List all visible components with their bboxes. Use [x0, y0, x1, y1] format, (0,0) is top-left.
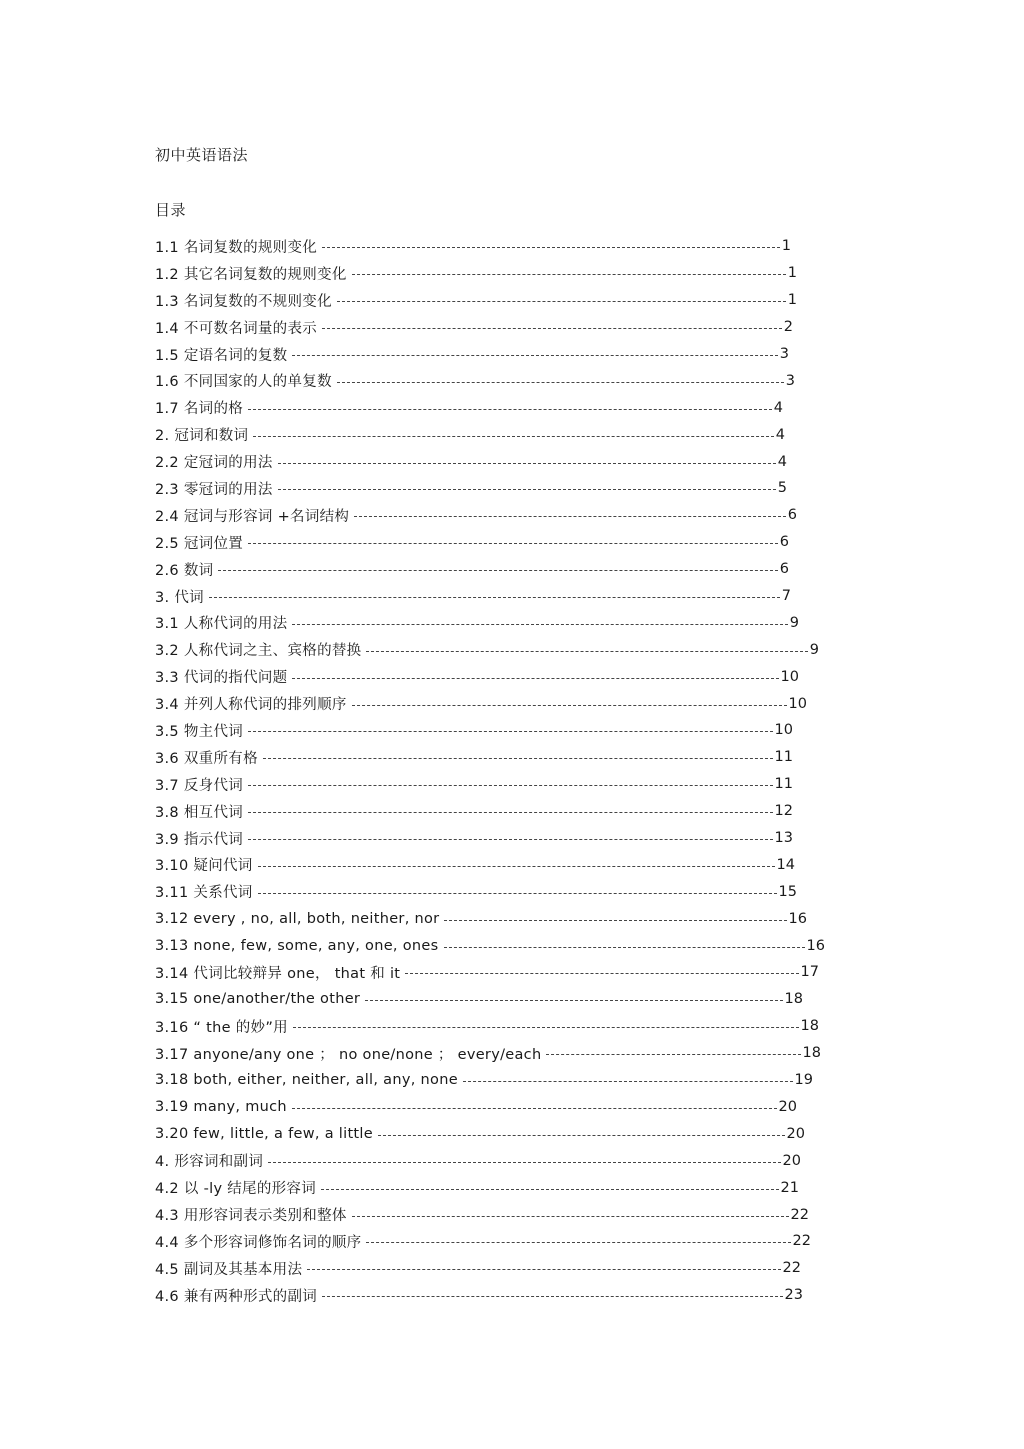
toc-dot-leader	[258, 865, 775, 867]
toc-entry-page-number: 16	[806, 937, 825, 954]
toc-entry[interactable]	[155, 717, 793, 744]
toc-entry-page-number: 18	[800, 1018, 819, 1035]
toc-entry-label: 3.20 few, little, a few, a little	[155, 1125, 373, 1142]
toc-entry-label: 1.4 不可数名词量的表示	[155, 320, 318, 337]
toc-entry-label: 1.2 其它名词复数的规则变化	[155, 266, 347, 283]
toc-entry-label: 1.7 名词的格	[155, 401, 244, 418]
toc-entry[interactable]	[155, 959, 819, 986]
toc-entry-label: 4.6 兼有两种形式的副词	[155, 1288, 318, 1305]
toc-entry-label: 2.5 冠词位置	[155, 535, 244, 552]
toc-entry[interactable]	[155, 233, 791, 260]
toc-entry[interactable]	[155, 583, 791, 610]
toc-entry-label: 3.1 人称代词的用法	[155, 616, 288, 633]
toc-entry[interactable]	[155, 690, 807, 717]
toc-entry[interactable]	[155, 1174, 799, 1201]
toc-entry[interactable]	[155, 636, 819, 663]
toc-entry-page-number: 11	[774, 776, 793, 793]
toc-entry[interactable]	[155, 798, 793, 825]
toc-entry-label: 4.5 副词及其基本用法	[155, 1261, 303, 1278]
toc-entry-label: 3.14 代词比较辩异 one， that 和 it	[155, 965, 401, 982]
toc-entry-label: 3.11 关系代词	[155, 885, 253, 902]
toc-entry-page-number: 3	[779, 346, 789, 362]
toc-entry[interactable]	[155, 771, 793, 798]
toc-entry[interactable]	[155, 986, 803, 1013]
toc-dot-leader	[248, 542, 778, 544]
toc-entry-label: 3.3 代词的指代问题	[155, 670, 288, 687]
toc-dot-leader	[248, 811, 772, 813]
toc-entry-page-number: 22	[790, 1206, 809, 1223]
toc-entry-page-number: 9	[789, 614, 799, 631]
toc-entry-label: 3. 代词	[155, 589, 204, 606]
toc-entry-label: 1.6 不同国家的人的单复数	[155, 374, 332, 391]
toc-entry-label: 1.1 名词复数的规则变化	[155, 239, 318, 256]
toc-dot-leader	[268, 1161, 780, 1163]
toc-entry-page-number: 18	[784, 991, 803, 1008]
toc-entry-page-number: 7	[781, 588, 791, 605]
toc-dot-leader	[378, 1134, 785, 1136]
toc-entry-page-number: 5	[777, 480, 787, 497]
toc-entry-label: 3.17 anyone/any one ； no one/none ； every/each	[155, 1046, 542, 1063]
toc-dot-leader	[444, 919, 786, 921]
toc-dot-leader	[307, 1268, 780, 1270]
toc-entry[interactable]	[155, 448, 787, 475]
toc-entry-page-number: 1	[781, 238, 791, 255]
toc-entry[interactable]	[155, 556, 789, 583]
toc-entry[interactable]	[155, 1013, 819, 1040]
document-title: 初中英语语法	[155, 146, 249, 164]
toc-dot-leader	[366, 1241, 790, 1243]
toc-entry-label: 3.2 人称代词之主、宾格的替换	[155, 643, 362, 660]
toc-dot-leader	[365, 999, 782, 1001]
toc-entry-page-number: 4	[773, 399, 783, 416]
toc-entry-page-number: 23	[784, 1287, 803, 1304]
toc-dot-leader	[352, 1215, 789, 1217]
toc-entry-label: 3.10 疑问代词	[155, 858, 253, 875]
toc-entry-page-number: 6	[787, 507, 797, 524]
toc-entry-label: 4. 形容词和副词	[155, 1154, 264, 1171]
toc-entry-page-number: 6	[779, 561, 789, 578]
toc-entry-label: 3.18 both, either, neither, all, any, none	[155, 1072, 458, 1089]
toc-entry[interactable]	[155, 825, 793, 852]
toc-entry-page-number: 18	[802, 1045, 821, 1062]
toc-entry[interactable]	[155, 394, 783, 421]
toc-entry[interactable]	[155, 878, 797, 905]
toc-dot-leader	[292, 623, 787, 625]
toc-entry-page-number: 20	[782, 1152, 801, 1169]
toc-entry-page-number: 12	[774, 803, 793, 820]
toc-entry-page-number: 4	[775, 426, 785, 443]
toc-entry[interactable]	[155, 1255, 801, 1282]
toc-entry[interactable]	[155, 1094, 797, 1121]
toc-entry-page-number: 3	[785, 372, 795, 389]
toc-entry-page-number: 22	[792, 1233, 811, 1250]
toc-entry[interactable]	[155, 341, 789, 368]
toc-entry[interactable]	[155, 1147, 801, 1174]
toc-entry[interactable]	[155, 1120, 805, 1147]
toc-entry-label: 3.7 反身代词	[155, 777, 244, 794]
toc-entry[interactable]	[155, 851, 795, 878]
toc-entry-label: 3.9 指示代词	[155, 831, 244, 848]
toc-entry-label: 3.5 物主代词	[155, 723, 244, 740]
toc-entry-page-number: 14	[776, 856, 795, 873]
toc-entry-page-number: 10	[774, 722, 793, 739]
toc-entry-label: 3.4 并列人称代词的排列顺序	[155, 697, 347, 714]
toc-entry-label: 4.4 多个形容词修饰名词的顺序	[155, 1234, 362, 1251]
toc-dot-leader	[278, 462, 776, 464]
toc-dot-leader	[248, 730, 772, 732]
toc-entry[interactable]	[155, 744, 793, 771]
toc-dot-leader	[337, 300, 786, 302]
toc-dot-leader	[322, 246, 780, 248]
toc-entry-page-number: 16	[788, 910, 807, 927]
toc-entry-label: 3.6 双重所有格	[155, 750, 258, 767]
toc-dot-leader	[292, 1107, 777, 1109]
table-of-contents	[155, 233, 825, 1309]
toc-dot-leader	[352, 704, 787, 706]
toc-dot-leader	[292, 354, 777, 356]
toc-entry-page-number: 11	[774, 749, 793, 766]
toc-entry-label: 3.8 相互代词	[155, 804, 244, 821]
toc-entry[interactable]	[155, 502, 797, 529]
toc-entry-page-number: 4	[777, 453, 787, 470]
toc-dot-leader	[546, 1053, 800, 1055]
toc-entry-page-number: 1	[787, 292, 797, 309]
toc-entry-page-number: 10	[780, 668, 799, 685]
toc-entry[interactable]	[155, 1228, 811, 1255]
toc-entry-page-number: 19	[794, 1072, 813, 1089]
toc-entry[interactable]	[155, 367, 795, 394]
toc-entry[interactable]	[155, 529, 789, 556]
toc-entry-label: 2.2 定冠词的用法	[155, 455, 273, 472]
toc-dot-leader	[248, 838, 772, 840]
toc-entry-page-number: 20	[786, 1125, 805, 1142]
toc-entry-page-number: 17	[800, 964, 819, 981]
toc-dot-leader	[405, 972, 798, 974]
toc-entry[interactable]	[155, 932, 825, 959]
toc-entry[interactable]	[155, 475, 787, 502]
toc-entry[interactable]	[155, 1282, 803, 1309]
toc-dot-leader	[253, 435, 773, 437]
toc-entry-label: 2. 冠词和数词	[155, 428, 249, 445]
toc-entry[interactable]	[155, 905, 807, 932]
toc-dot-leader	[352, 273, 786, 275]
toc-dot-leader	[322, 1295, 782, 1297]
toc-entry-label: 3.16 “ the 的妙”用	[155, 1019, 288, 1036]
toc-entry[interactable]	[155, 609, 799, 636]
toc-entry-page-number: 6	[779, 534, 789, 551]
toc-entry-label: 3.19 many, much	[155, 1098, 287, 1115]
toc-entry-page-number: 10	[788, 695, 807, 712]
toc-dot-leader	[322, 327, 782, 329]
toc-entry[interactable]	[155, 1201, 809, 1228]
toc-entry-label: 2.3 零冠词的用法	[155, 481, 273, 498]
toc-entry[interactable]	[155, 1067, 813, 1094]
toc-entry[interactable]	[155, 314, 793, 341]
toc-dot-leader	[263, 757, 773, 759]
toc-dot-leader	[444, 946, 805, 948]
toc-dot-leader	[354, 515, 786, 517]
toc-entry-page-number: 9	[809, 641, 819, 658]
toc-dot-leader	[278, 488, 776, 490]
toc-entry-page-number: 13	[774, 830, 793, 847]
toc-entry[interactable]	[155, 421, 785, 448]
toc-entry-label: 2.6 数词	[155, 562, 214, 579]
toc-dot-leader	[366, 650, 807, 652]
toc-dot-leader	[292, 677, 778, 679]
toc-entry-page-number: 22	[782, 1260, 801, 1277]
toc-entry-label: 1.3 名词复数的不规则变化	[155, 293, 332, 310]
toc-entry[interactable]	[155, 287, 797, 314]
toc-entry-page-number: 2	[783, 319, 793, 336]
toc-dot-leader	[293, 1026, 799, 1028]
toc-entry-label: 4.3 用形容词表示类别和整体	[155, 1208, 347, 1224]
toc-dot-leader	[248, 408, 772, 410]
toc-entry-label: 1.5 定语名词的复数	[155, 347, 288, 364]
toc-entry[interactable]	[155, 663, 799, 690]
toc-dot-leader	[248, 784, 772, 786]
toc-dot-leader	[209, 596, 780, 598]
toc-dot-leader	[258, 892, 777, 894]
toc-entry[interactable]	[155, 1040, 821, 1067]
toc-dot-leader	[218, 569, 777, 571]
toc-entry-label: 4.2 以 -ly 结尾的形容词	[155, 1181, 317, 1198]
toc-dot-leader	[463, 1080, 793, 1082]
toc-entry[interactable]	[155, 260, 797, 287]
toc-dot-leader	[321, 1188, 779, 1190]
toc-entry-label: 3.12 every , no, all, both, neither, nor	[155, 910, 440, 927]
toc-entry-label: 3.13 none, few, some, any, one, ones	[155, 937, 439, 954]
toc-entry-page-number: 20	[778, 1098, 797, 1115]
toc-entry-page-number: 15	[778, 883, 797, 900]
toc-entry-page-number: 21	[780, 1179, 799, 1196]
toc-dot-leader	[337, 381, 784, 383]
toc-entry-page-number: 1	[787, 265, 797, 282]
toc-heading: 目录	[155, 201, 187, 219]
toc-entry-label: 3.15 one/another/the other	[155, 991, 361, 1008]
toc-entry-label: 2.4 冠词与形容词 +名词结构	[155, 508, 350, 525]
